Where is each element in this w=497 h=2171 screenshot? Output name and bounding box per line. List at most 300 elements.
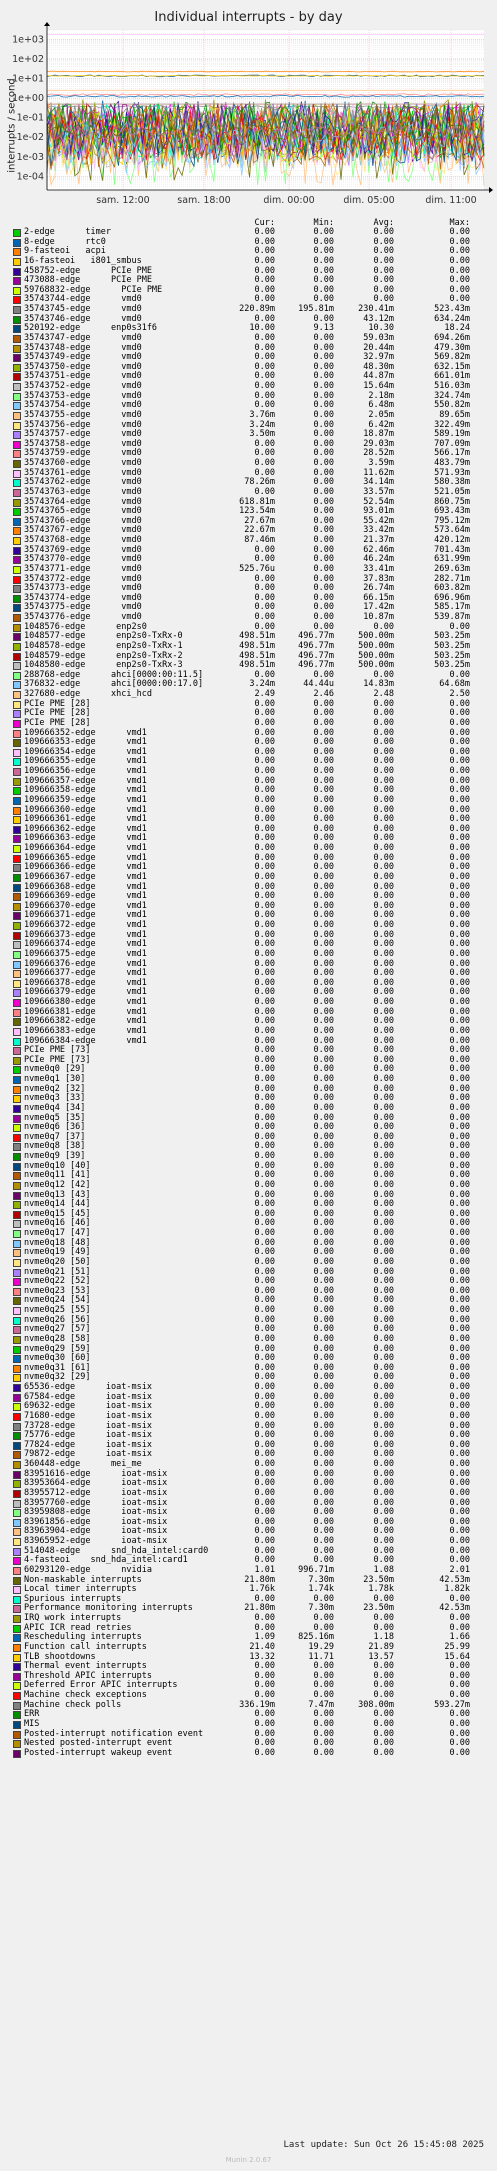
legend-avg-value: 0.00 [373, 881, 394, 892]
legend-min-value: 0.00 [313, 1353, 334, 1364]
legend-max-value: 0.00 [449, 1324, 470, 1335]
legend-cur-value: 0.00 [254, 1266, 275, 1277]
legend-max-value: 0.00 [449, 727, 470, 738]
legend-min-value: 0.00 [313, 1507, 334, 1518]
legend-min-value: 7.47m [308, 1699, 334, 1710]
legend-max-value: 0.00 [449, 1228, 470, 1238]
legend-max-value: 0.00 [449, 1151, 470, 1161]
legend-min-value: 0.00 [313, 929, 334, 940]
legend-cur-value: 123.54m [239, 506, 275, 517]
legend-avg-value: 0.00 [373, 852, 394, 863]
legend-max-value: 0.00 [449, 1680, 470, 1691]
legend-series-name: 109666373-edge vmd1 [24, 929, 147, 940]
legend-min-value: 0.00 [313, 1035, 334, 1046]
legend-series-name: Posted-interrupt notification event [24, 1728, 204, 1739]
legend-cur-value: 0.00 [254, 717, 275, 728]
legend-avg-value: 308.00m [358, 1699, 394, 1710]
legend-cur-value: 0.00 [254, 1468, 275, 1479]
legend-header-min: Min: [313, 218, 334, 228]
legend-series-name: nvme0q16 [46] [24, 1218, 91, 1229]
legend-cur-value: 0.00 [254, 746, 275, 757]
legend-cur-value: 0.00 [254, 1449, 275, 1460]
legend-max-value: 0.00 [449, 997, 470, 1007]
legend-max-value: 0.00 [449, 1690, 470, 1700]
last-update: Last update: Sun Oct 26 15:45:08 2025 [283, 2140, 484, 2150]
legend-max-value: 603.82m [434, 583, 470, 594]
legend-cur-value: 0.00 [254, 1160, 275, 1171]
legend-swatch [14, 480, 20, 486]
legend-series-name: 327680-edge xhci_hcd [24, 689, 152, 699]
legend-cur-value: 0.00 [254, 1295, 275, 1306]
legend-avg-value: 0.00 [373, 871, 394, 882]
legend-max-value: 0.00 [449, 766, 470, 776]
plot-area [0, 0, 497, 215]
legend-cur-value: 0.00 [254, 929, 275, 940]
legend-avg-value: 0.00 [373, 1430, 394, 1441]
legend-avg-value: 0.00 [373, 1112, 394, 1123]
legend-max-value: 64.68m [439, 679, 470, 690]
legend-series-name: 35743774-edge vmd0 [24, 592, 142, 603]
legend-avg-value: 0.00 [373, 227, 394, 237]
legend-min-value: 19.29 [308, 1641, 334, 1652]
legend-min-value: 0.00 [313, 987, 334, 998]
y-tick-label: 1e-03 [16, 151, 44, 163]
legend-min-value: 0.00 [313, 496, 334, 507]
legend-swatch [14, 1308, 20, 1314]
legend-max-value: 573.64m [434, 525, 470, 536]
legend-max-value: 0.00 [449, 1545, 470, 1556]
legend-min-value: 0.00 [313, 1064, 334, 1075]
legend-series-name: 35743776-edge vmd0 [24, 612, 142, 622]
legend-swatch [14, 1703, 20, 1709]
legend-avg-value: 33.57m [363, 486, 394, 497]
legend-series-name: 35743748-edge vmd0 [24, 342, 142, 353]
legend-min-value: 0.00 [313, 843, 334, 853]
legend-series-name: Posted-interrupt wakeup event [24, 1747, 173, 1758]
legend-avg-value: 0.00 [373, 1401, 394, 1412]
legend-avg-value: 500.00m [358, 640, 394, 651]
legend-max-value: 795.12m [434, 515, 470, 526]
legend-avg-value: 0.00 [373, 929, 394, 940]
legend-series-name: 71680-edge ioat-msix [24, 1410, 152, 1421]
legend-series-name: 35743767-edge vmd0 [24, 525, 142, 536]
legend-swatch [14, 1029, 20, 1035]
legend-cur-value: 498.51m [239, 650, 275, 661]
legend-max-value: 0.00 [449, 1083, 470, 1094]
legend-series-name: 35743747-edge vmd0 [24, 332, 142, 343]
legend-avg-value: 0.00 [373, 1102, 394, 1113]
legend-series-name: MIS [24, 1718, 40, 1729]
legend-max-value: 0.00 [449, 775, 470, 786]
legend-min-value: 0.00 [313, 371, 334, 382]
legend-series-name: 109666384-edge vmd1 [24, 1035, 147, 1046]
legend-max-value: 0.00 [449, 1170, 470, 1181]
legend-swatch [14, 577, 20, 583]
legend-min-value: 0.00 [313, 1430, 334, 1441]
legend-max-value: 0.00 [449, 958, 470, 969]
legend-swatch [14, 759, 20, 765]
legend-cur-value: 0.00 [254, 621, 275, 632]
legend-swatch [14, 403, 20, 409]
legend-series-name: 35743756-edge vmd0 [24, 419, 142, 430]
legend-min-value: 0.00 [313, 1025, 334, 1036]
legend-cur-value: 0.00 [254, 400, 275, 411]
legend-avg-value: 33.42m [363, 525, 394, 536]
legend-max-value: 661.01m [434, 371, 470, 382]
legend-avg-value: 0.00 [373, 1151, 394, 1161]
legend-min-value: 0.00 [313, 1478, 334, 1489]
legend-cur-value: 0.00 [254, 997, 275, 1007]
legend-swatch [14, 798, 20, 804]
legend-cur-value: 0.00 [254, 1064, 275, 1075]
legend-swatch [14, 1241, 20, 1247]
legend-series-name: Local timer interrupts [24, 1584, 137, 1595]
legend-cur-value: 0.00 [254, 1102, 275, 1113]
legend-swatch [14, 1568, 20, 1574]
legend-max-value: 0.00 [449, 1526, 470, 1537]
legend-swatch [14, 1096, 20, 1102]
legend-min-value: 0.00 [313, 1391, 334, 1402]
legend-max-value: 503.25m [434, 660, 470, 671]
legend-swatch [14, 1135, 20, 1141]
legend-series-name: PCIe PME [73] [24, 1045, 91, 1056]
legend-swatch [14, 817, 20, 823]
legend-swatch [14, 1375, 20, 1381]
legend-max-value: 0.00 [449, 1661, 470, 1672]
legend-max-value: 0.00 [449, 1430, 470, 1441]
y-tick-label: 1e-02 [16, 132, 44, 144]
legend-series-name: 109666360-edge vmd1 [24, 804, 147, 815]
legend-series-name: nvme0q26 [56] [24, 1314, 91, 1325]
legend-swatch [14, 605, 20, 611]
legend-max-value: 0.00 [449, 1131, 470, 1142]
legend-max-value: 634.24m [434, 313, 470, 324]
legend-avg-value: 0.00 [373, 1305, 394, 1315]
legend-avg-value: 0.00 [373, 1526, 394, 1537]
legend-avg-value: 0.00 [373, 833, 394, 844]
legend-cur-value: 0.00 [254, 948, 275, 959]
legend-cur-value: 0.00 [254, 1093, 275, 1104]
legend-cur-value: 0.00 [254, 1353, 275, 1364]
legend-cur-value: 87.46m [244, 535, 275, 545]
legend-swatch [14, 1048, 20, 1054]
legend-cur-value: 0.00 [254, 1362, 275, 1373]
legend-swatch [14, 1722, 20, 1728]
legend-max-value: 0.00 [449, 1449, 470, 1460]
legend-max-value: 0.00 [449, 1247, 470, 1258]
legend-min-value: 0.00 [313, 1747, 334, 1758]
legend-avg-value: 0.00 [373, 669, 394, 680]
legend-series-name: nvme0q31 [61] [24, 1362, 91, 1373]
legend-swatch [14, 1356, 20, 1362]
legend-max-value: 0.00 [449, 891, 470, 902]
legend-avg-value: 1.78k [368, 1584, 394, 1595]
legend-min-value: 496.77m [298, 631, 334, 642]
legend-avg-value: 0.00 [373, 1690, 394, 1700]
legend-series-name: nvme0q23 [53] [24, 1285, 91, 1296]
legend-swatch [14, 962, 20, 968]
legend-min-value: 0.00 [313, 910, 334, 921]
legend-max-value: 0.00 [449, 1305, 470, 1315]
legend-series-name: nvme0q0 [29] [24, 1064, 86, 1075]
legend-cur-value: 0.00 [254, 352, 275, 363]
legend-series-name: 35743771-edge vmd0 [24, 563, 142, 574]
legend-series-name: nvme0q13 [43] [24, 1189, 91, 1200]
legend-cur-value: 0.00 [254, 1189, 275, 1200]
chart-title: Individual interrupts - by day [154, 10, 343, 25]
legend-series-name: 109666353-edge vmd1 [24, 737, 147, 748]
legend-min-value: 0.00 [313, 669, 334, 680]
legend-avg-value: 0.00 [373, 1391, 394, 1402]
legend-series-name: 109666375-edge vmd1 [24, 948, 147, 959]
legend-max-value: 693.43m [434, 506, 470, 517]
legend-cur-value: 0.00 [254, 1478, 275, 1489]
legend-series-name: 35743760-edge vmd0 [24, 458, 142, 468]
legend-avg-value: 0.00 [373, 1439, 394, 1450]
legend-series-name: nvme0q29 [59] [24, 1343, 91, 1354]
legend-swatch [14, 1193, 20, 1199]
legend-max-value: 0.00 [449, 852, 470, 863]
legend-max-value: 15.64 [444, 1651, 470, 1662]
legend-max-value: 593.27m [434, 1699, 470, 1710]
legend-avg-value: 33.41m [363, 563, 394, 574]
legend-avg-value: 0.00 [373, 1333, 394, 1344]
x-tick-label: dim. 05:00 [343, 195, 395, 206]
legend-avg-value: 0.00 [373, 900, 394, 911]
legend-max-value: 89.65m [439, 409, 470, 420]
legend-min-value: 0.00 [313, 448, 334, 459]
legend-cur-value: 0.00 [254, 852, 275, 863]
legend-avg-value: 0.00 [373, 737, 394, 748]
legend-max-value: 589.19m [434, 429, 470, 440]
legend-swatch [14, 788, 20, 794]
legend-min-value: 2.46 [313, 689, 334, 699]
legend-cur-value: 3.50m [249, 429, 275, 440]
legend-swatch [14, 836, 20, 842]
legend-min-value: 0.00 [313, 1343, 334, 1354]
legend-min-value: 0.00 [313, 1131, 334, 1142]
legend-cur-value: 0.00 [254, 794, 275, 805]
legend-min-value: 0.00 [313, 1420, 334, 1431]
legend-avg-value: 0.00 [373, 1122, 394, 1133]
legend-avg-value: 28.52m [363, 448, 394, 459]
legend-cur-value: 0.00 [254, 1391, 275, 1402]
legend-swatch [14, 1452, 20, 1458]
legend-avg-value: 62.46m [363, 544, 394, 555]
legend-series-name: 35743765-edge vmd0 [24, 506, 142, 517]
legend-min-value: 0.00 [313, 1045, 334, 1056]
legend-swatch [14, 1558, 20, 1564]
legend-series-name: 1048579-edge enp2s0-TxRx-2 [24, 650, 183, 661]
legend-min-value: 996.71m [298, 1564, 334, 1575]
legend-cur-value: 3.24m [249, 679, 275, 690]
legend-min-value: 0.00 [313, 958, 334, 969]
legend-avg-value: 0.00 [373, 766, 394, 776]
legend-min-value: 0.00 [313, 968, 334, 979]
legend-cur-value: 13.32 [249, 1651, 275, 1662]
legend-swatch [14, 942, 20, 948]
legend-swatch [14, 297, 20, 303]
legend-series-name: 83953664-edge ioat-msix [24, 1478, 168, 1489]
legend-swatch [14, 702, 20, 708]
legend-swatch [14, 1077, 20, 1083]
legend-cur-value: 0.00 [254, 1680, 275, 1691]
legend-min-value: 496.77m [298, 640, 334, 651]
legend-series-name: 67584-edge ioat-msix [24, 1391, 152, 1402]
legend-min-value: 195.81m [298, 304, 334, 314]
legend-cur-value: 0.00 [254, 900, 275, 911]
legend-series-name: 35743754-edge vmd0 [24, 400, 142, 411]
legend-min-value: 0.00 [313, 1622, 334, 1633]
legend-swatch [14, 808, 20, 814]
legend-max-value: 521.05m [434, 486, 470, 497]
legend-avg-value: 0.00 [373, 1593, 394, 1604]
legend-cur-value: 0.00 [254, 737, 275, 748]
legend-avg-value: 0.00 [373, 1131, 394, 1142]
legend-avg-value: 0.00 [373, 1362, 394, 1373]
legend-series-name: 109666354-edge vmd1 [24, 746, 147, 757]
legend-min-value: 496.77m [298, 650, 334, 661]
legend-series-name: Threshold APIC interrupts [24, 1670, 152, 1681]
legend-swatch [14, 269, 20, 275]
legend-max-value: 694.26m [434, 332, 470, 343]
legend-max-value: 0.00 [449, 1276, 470, 1287]
legend-avg-value: 0.00 [373, 1545, 394, 1556]
legend-cur-value: 0.00 [254, 804, 275, 815]
legend-min-value: 0.00 [313, 1487, 334, 1498]
legend-cur-value: 0.00 [254, 438, 275, 449]
legend-series-name: PCIe PME [28] [24, 717, 91, 728]
legend-min-value: 0.00 [313, 1305, 334, 1315]
legend-swatch [14, 567, 20, 573]
legend-avg-value: 14.83m [363, 679, 394, 690]
legend-series-name: 109666361-edge vmd1 [24, 814, 147, 825]
legend-avg-value: 0.00 [373, 1208, 394, 1219]
legend-max-value: 0.00 [449, 756, 470, 767]
legend-max-value: 0.00 [449, 1179, 470, 1190]
legend-cur-value: 0.00 [254, 1276, 275, 1287]
legend-cur-value: 0.00 [254, 920, 275, 930]
legend-cur-value: 0.00 [254, 1016, 275, 1027]
legend-avg-value: 0.00 [373, 1285, 394, 1296]
legend-avg-value: 10.30 [368, 323, 394, 334]
legend-series-name: 109666370-edge vmd1 [24, 900, 147, 911]
legend-series-name: 109666379-edge vmd1 [24, 987, 147, 998]
legend-cur-value: 0.00 [254, 1333, 275, 1344]
legend-cur-value: 0.00 [254, 486, 275, 497]
legend-min-value: 0.00 [313, 602, 334, 613]
legend-cur-value: 0.00 [254, 246, 275, 257]
legend-swatch [14, 682, 20, 688]
legend-cur-value: 22.67m [244, 525, 275, 536]
legend-max-value: 0.00 [449, 1343, 470, 1354]
legend-max-value: 0.00 [449, 1747, 470, 1758]
legend-swatch [14, 1510, 20, 1516]
legend-cur-value: 0.00 [254, 814, 275, 825]
legend-series-name: 109666380-edge vmd1 [24, 997, 147, 1007]
legend-series-name: Rescheduling interrupts [24, 1632, 142, 1643]
legend-swatch [14, 1741, 20, 1747]
legend-min-value: 0.00 [313, 621, 334, 632]
legend-swatch [14, 1404, 20, 1410]
legend-cur-value: 0.00 [254, 1218, 275, 1229]
legend-max-value: 0.00 [449, 1401, 470, 1412]
legend-min-value: 44.44u [303, 679, 334, 690]
legend-swatch [14, 1481, 20, 1487]
legend-min-value: 0.00 [313, 775, 334, 786]
legend-max-value: 0.00 [449, 1256, 470, 1267]
legend-series-name: Deferred Error APIC interrupts [24, 1680, 178, 1691]
legend-min-value: 0.00 [313, 1276, 334, 1287]
legend-min-value: 0.00 [313, 852, 334, 863]
legend-cur-value: 0.00 [254, 968, 275, 979]
legend-min-value: 0.00 [313, 717, 334, 728]
legend-swatch [14, 278, 20, 284]
legend-max-value: 0.00 [449, 1112, 470, 1123]
legend-series-name: 83965952-edge ioat-msix [24, 1536, 168, 1546]
legend-cur-value: 0.00 [254, 294, 275, 305]
legend-min-value: 0.00 [313, 467, 334, 478]
legend-avg-value: 0.00 [373, 785, 394, 796]
legend-cur-value: 0.00 [254, 592, 275, 603]
legend-avg-value: 0.00 [373, 1747, 394, 1758]
legend-cur-value: 0.00 [254, 1131, 275, 1142]
legend-cur-value: 0.00 [254, 987, 275, 998]
legend-series-name: nvme0q28 [58] [24, 1333, 91, 1344]
legend-max-value: 0.00 [449, 294, 470, 305]
legend-max-value: 0.00 [449, 1670, 470, 1681]
legend-min-value: 0.00 [313, 227, 334, 237]
legend-avg-value: 3.59m [368, 458, 394, 468]
legend-cur-value: 0.00 [254, 1728, 275, 1739]
legend-avg-value: 230.41m [358, 304, 394, 314]
legend-series-name: 109666358-edge vmd1 [24, 785, 147, 796]
legend-cur-value: 0.00 [254, 1526, 275, 1537]
legend-cur-value: 0.00 [254, 371, 275, 382]
legend-max-value: 0.00 [449, 843, 470, 853]
legend-avg-value: 0.00 [373, 1314, 394, 1325]
legend-cur-value: 0.00 [254, 1151, 275, 1161]
legend-avg-value: 0.00 [373, 717, 394, 728]
legend-swatch [14, 875, 20, 881]
legend-min-value: 0.00 [313, 390, 334, 401]
legend-max-value: 0.00 [449, 833, 470, 844]
legend-min-value: 0.00 [313, 583, 334, 594]
legend-swatch [14, 894, 20, 900]
legend-swatch [14, 1597, 20, 1603]
legend-cur-value: 0.00 [254, 1314, 275, 1325]
legend-series-name: 35743768-edge vmd0 [24, 535, 142, 545]
legend-cur-value: 0.00 [254, 342, 275, 353]
legend-series-name: 1048580-edge enp2s0-TxRx-3 [24, 660, 183, 671]
legend-swatch [14, 1212, 20, 1218]
legend-avg-value: 15.64m [363, 381, 394, 391]
legend-max-value: 0.00 [449, 1439, 470, 1450]
legend-min-value: 825.16m [298, 1632, 334, 1643]
legend-series-name: Thermal event interrupts [24, 1661, 147, 1672]
legend-min-value: 0.00 [313, 997, 334, 1007]
legend-avg-value: 0.00 [373, 1661, 394, 1672]
legend-avg-value: 0.00 [373, 727, 394, 738]
legend-avg-value: 0.00 [373, 958, 394, 969]
legend-swatch [14, 596, 20, 602]
legend-swatch [14, 1289, 20, 1295]
legend-series-name: 60293120-edge nvidia [24, 1564, 152, 1575]
legend-cur-value: 0.00 [254, 1459, 275, 1469]
legend-avg-value: 0.00 [373, 977, 394, 988]
legend-cur-value: 0.00 [254, 448, 275, 459]
legend-min-value: 0.00 [313, 275, 334, 286]
